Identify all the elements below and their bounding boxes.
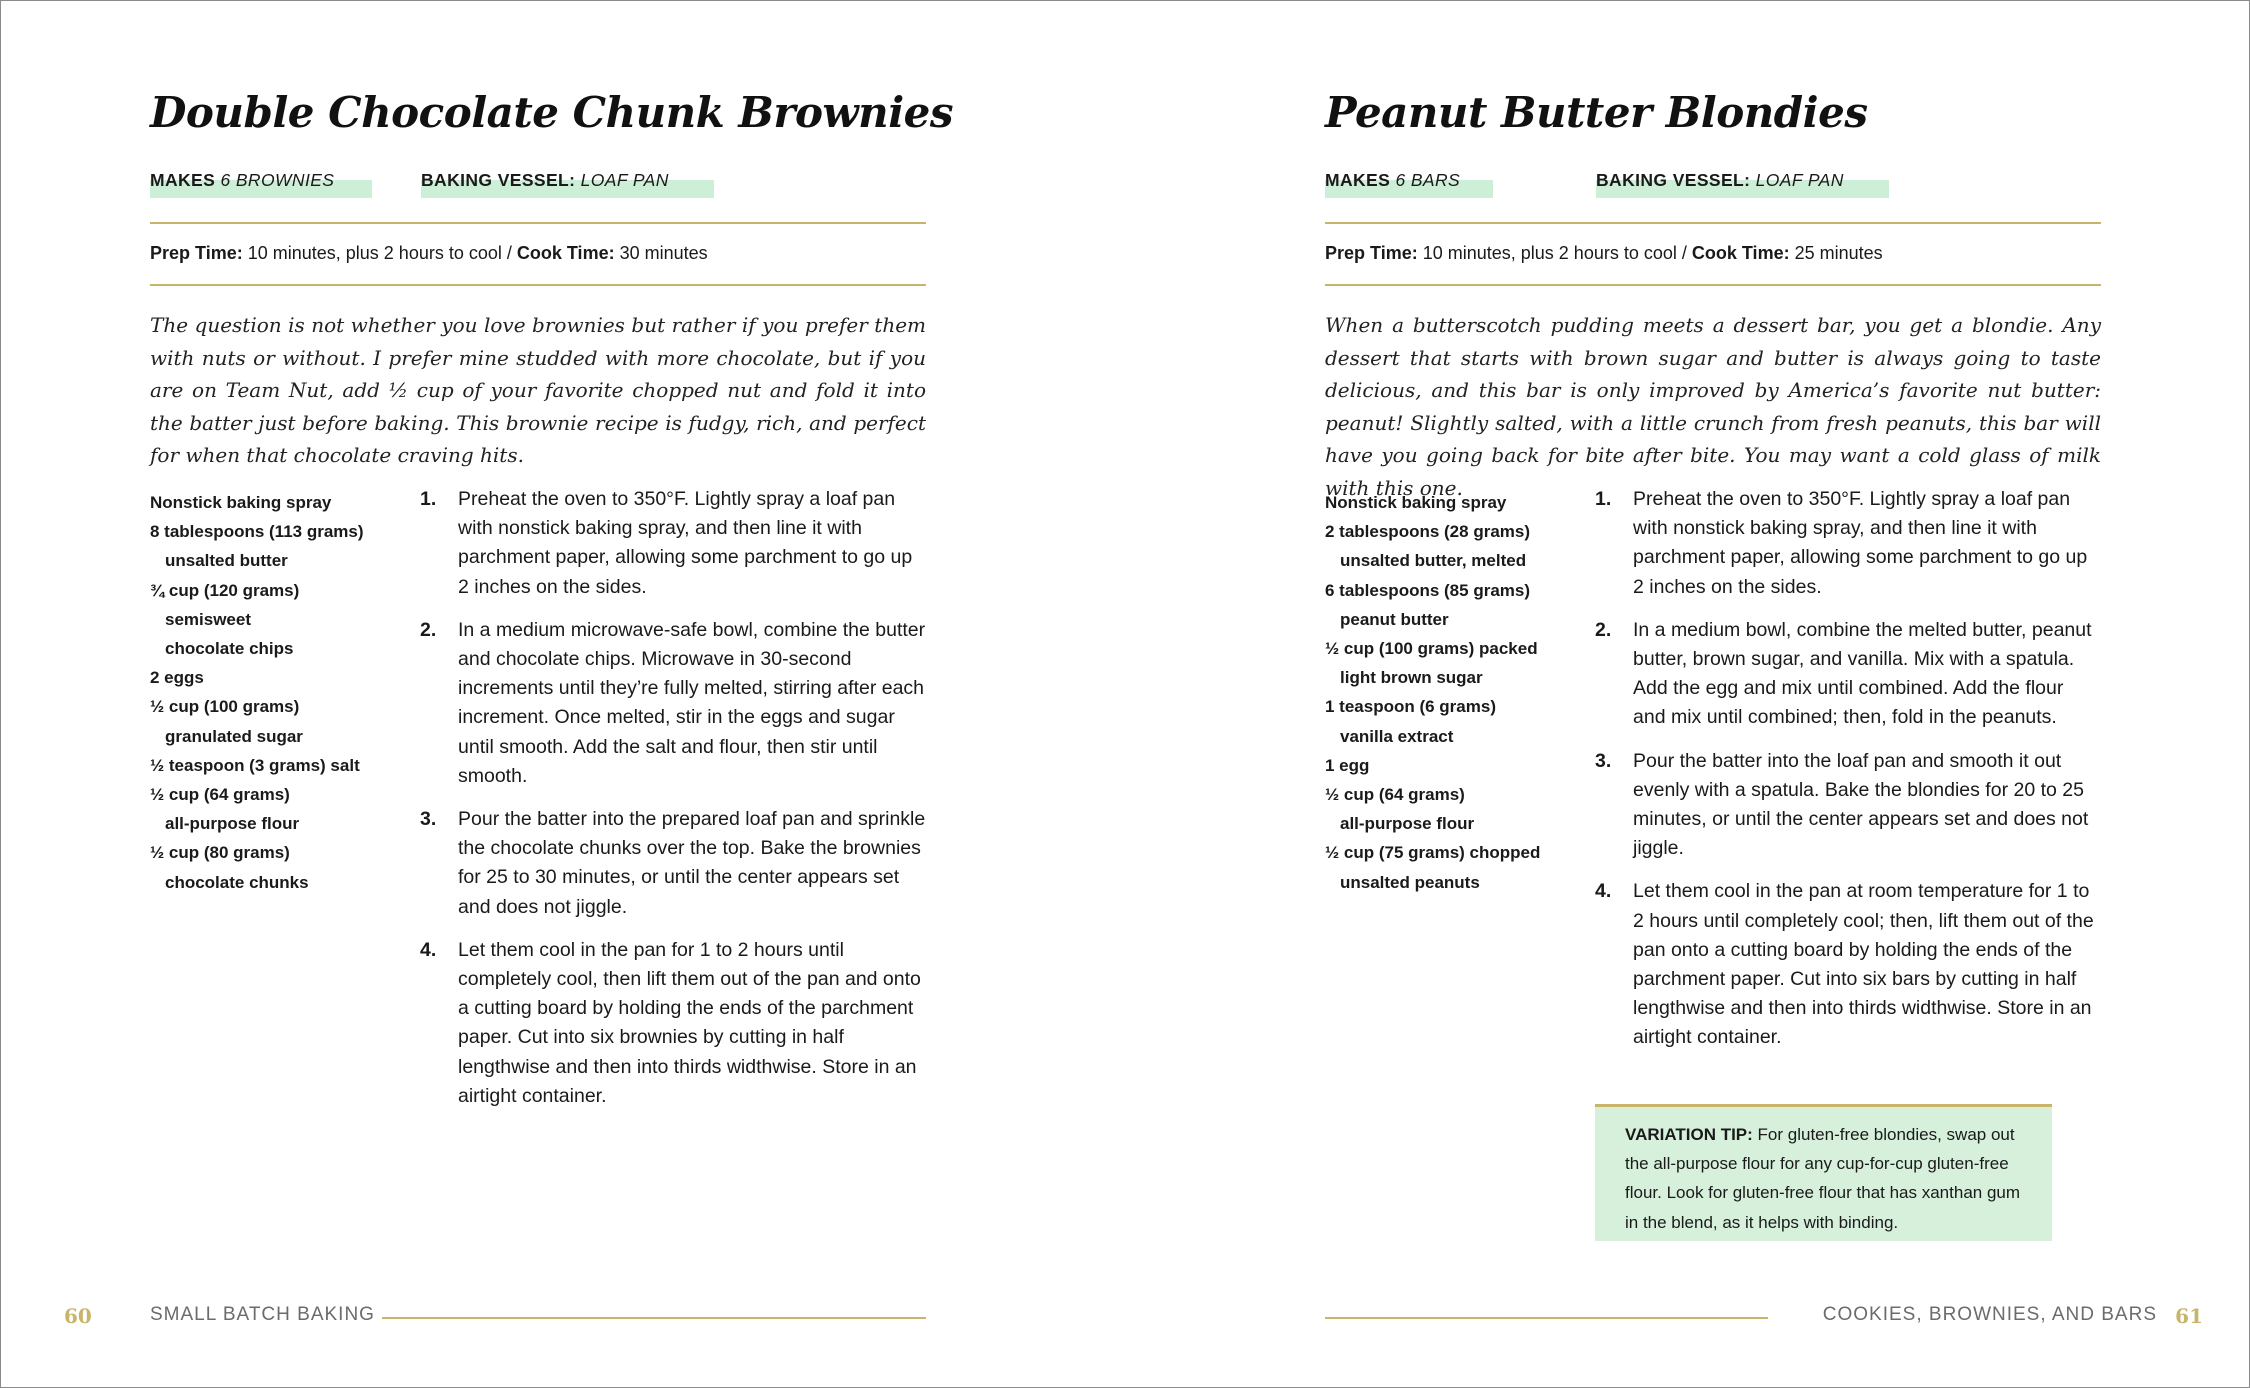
- ingredient-line: unsalted peanuts: [1340, 872, 1480, 892]
- prep-label: Prep Time:: [1325, 243, 1418, 263]
- vessel-label: BAKING VESSEL:: [421, 170, 576, 190]
- instruction-step: [420, 805, 926, 922]
- ingredient-list: [150, 488, 390, 897]
- step-text: In a medium microwave-safe bowl, combine the butter and chocolate chips. Microwave in 30-second increments until they’re fully melted, stirring after each increment. Once melted, stir in the eggs and sugar until smooth. Add the salt and flour, then stir until smooth.: [458, 618, 926, 787]
- recipe-title: Peanut Butter Blondies: [1325, 88, 1868, 137]
- step-number: 1.: [420, 488, 437, 510]
- instruction-step: [420, 616, 926, 791]
- ingredient-line: chocolate chunks: [165, 872, 309, 892]
- ingredient-line: unsalted butter: [165, 551, 288, 571]
- step-number: 3.: [1595, 749, 1612, 772]
- ingredient-line: 1 egg: [1325, 755, 1370, 775]
- tip-label: VARIATION TIP:: [1625, 1125, 1753, 1144]
- ingredient-line: Nonstick baking spray: [150, 493, 332, 512]
- prep-value: 10 minutes, plus 2 hours to cool /: [1422, 243, 1687, 263]
- instruction-step: [1595, 616, 2101, 733]
- step-number: 1.: [1595, 488, 1612, 510]
- cook-value: 30 minutes: [619, 243, 708, 263]
- step-text: Preheat the oven to 350°F. Lightly spray a loaf pan with nonstick baking spray, and then line it with parchment paper, allowing some parchment to go up 2 inches on the sides.: [458, 488, 913, 598]
- instruction-list: [1595, 485, 2101, 1067]
- recipe-intro: The question is not whether you love brownies but rather if you prefer them with nuts or without. I prefer mine studded with more chocolate, but if you are on Team Nut, add ½ cup of your favorite chopped nut and fold it into the batter just before baking. This brownie recipe is fudgy, rich, and perfect for when that chocolate craving hits.: [150, 313, 926, 467]
- top-divider: [150, 222, 926, 224]
- cook-label: Cook Time:: [1691, 243, 1790, 263]
- ingredient-line: 6 tablespoons (85 grams): [1325, 580, 1531, 600]
- ingredient-line: ½ cup (75 grams) chopped: [1325, 843, 1541, 863]
- ingredient-line: 2 tablespoons (28 grams): [1325, 522, 1531, 542]
- ingredient-line: vanilla extract: [1340, 726, 1454, 746]
- ingredient-line: semisweet: [165, 609, 251, 629]
- instruction-step: [1595, 747, 2101, 864]
- makes-info: [1325, 170, 1460, 191]
- ingredient-line: granulated sugar: [165, 726, 303, 746]
- running-head: SMALL BATCH BAKING: [150, 1304, 375, 1325]
- vessel-value: LOAF PAN: [580, 170, 669, 190]
- page-number: 60: [64, 1304, 92, 1328]
- ingredient-line: 2 eggs: [150, 668, 204, 688]
- footer-rule: [382, 1317, 926, 1319]
- prep-label: Prep Time:: [150, 243, 243, 263]
- instruction-step: [1595, 485, 2101, 602]
- right-page: [1125, 0, 2250, 1388]
- step-number: 2.: [1595, 618, 1612, 641]
- step-number: 2.: [420, 618, 437, 641]
- ingredient-line: all-purpose flour: [1340, 814, 1475, 834]
- instruction-step: [420, 936, 926, 1111]
- cook-label: Cook Time:: [516, 243, 615, 263]
- recipe-title: Double Chocolate Chunk Brownies: [150, 88, 954, 137]
- ingredient-line: 8 tablespoons (113 grams): [150, 522, 364, 542]
- step-text: In a medium bowl, combine the melted butter, peanut butter, brown sugar, and vanilla. Mix with a spatula. Add the egg and mix until combined. Add the flour and mix until combined; then, fold in the peanuts.: [1633, 618, 2092, 729]
- instruction-list: [420, 485, 926, 1125]
- ingredient-line: ½ cup (64 grams): [150, 785, 290, 805]
- time-info: [1325, 243, 1883, 264]
- ingredient-line: light brown sugar: [1340, 668, 1483, 688]
- makes-info: [150, 170, 334, 191]
- vessel-info: [1596, 170, 1844, 191]
- ingredient-line: ½ cup (64 grams): [1325, 785, 1465, 805]
- step-number: 4.: [1595, 880, 1612, 903]
- vessel-label: BAKING VESSEL:: [1596, 170, 1751, 190]
- ingredient-list: [1325, 488, 1565, 897]
- ingredient-line: ¾ cup (120 grams): [150, 580, 300, 600]
- step-number: 3.: [420, 808, 437, 831]
- top-divider: [1325, 222, 2101, 224]
- step-text: Pour the batter into the prepared loaf pan and sprinkle the chocolate chunks over the top. Bake the brownies for 25 to 30 minutes, or until the center appears set and does not jiggle.: [458, 808, 926, 918]
- ingredient-line: Nonstick baking spray: [1325, 493, 1507, 512]
- makes-label: MAKES: [1325, 170, 1391, 190]
- ingredient-line: ½ cup (80 grams): [150, 843, 290, 863]
- step-text: Let them cool in the pan for 1 to 2 hours until completely cool, then lift them out of the pan and onto a cutting board by holding the ends of the parchment paper. Cut into six brownies by cutting in half lengthwise and then into thirds widthwise. Store in an airtight container.: [458, 938, 921, 1107]
- footer-rule: [1325, 1317, 1768, 1319]
- step-text: Preheat the oven to 350°F. Lightly spray a loaf pan with nonstick baking spray, and then line it with parchment paper, allowing some parchment to go up 2 inches on the sides.: [1633, 488, 2088, 598]
- running-head: COOKIES, BROWNIES, AND BARS: [1822, 1304, 2157, 1325]
- ingredient-line: chocolate chips: [165, 639, 294, 659]
- step-text: Let them cool in the pan at room temperature for 1 to 2 hours until completely cool; then, lift them out of the pan onto a cutting board by holding the ends of the parchment paper. Cut into six bars by cutting in half lengthwise and then into thirds widthwise. Store in an airtight container.: [1633, 880, 2094, 1049]
- variation-tip-box: [1595, 1104, 2052, 1241]
- recipe-intro: When a butterscotch pudding meets a dessert bar, you get a blondie. Any dessert that starts with brown sugar and butter is always going to taste delicious, and this bar is only improved by America’s favorite nut butter: peanut! Slightly salted, with a little crunch from fresh peanuts, this bar will have you going back for bite after bite. You may want a cold glass of milk with this one.: [1325, 313, 2101, 500]
- makes-label: MAKES: [150, 170, 216, 190]
- bottom-divider: [150, 284, 926, 286]
- makes-value: 6 BROWNIES: [220, 170, 335, 190]
- step-text: Pour the batter into the loaf pan and smooth it out evenly with a spatula. Bake the blondies for 20 to 25 minutes, or until the center appears set and does not jiggle.: [1633, 749, 2089, 860]
- makes-value: 6 BARS: [1395, 170, 1461, 190]
- tip-text: For gluten-free blondies, swap out the all-purpose flour for any cup-for-cup gluten-free flour. Look for gluten-free flour that has xanthan gum in the blend, as it helps with binding.: [1625, 1125, 2021, 1232]
- bottom-divider: [1325, 284, 2101, 286]
- ingredient-line: peanut butter: [1340, 609, 1449, 629]
- ingredient-line: unsalted butter, melted: [1340, 551, 1527, 571]
- ingredient-line: 1 teaspoon (6 grams): [1325, 697, 1496, 717]
- vessel-info: [421, 170, 669, 191]
- page-number: 61: [2175, 1304, 2203, 1328]
- ingredient-line: ½ cup (100 grams) packed: [1325, 639, 1538, 659]
- ingredient-line: ½ cup (100 grams): [150, 697, 300, 717]
- time-info: [150, 243, 708, 264]
- cook-value: 25 minutes: [1794, 243, 1883, 263]
- instruction-step: [420, 485, 926, 602]
- ingredient-line: ½ teaspoon (3 grams) salt: [150, 755, 360, 775]
- vessel-value: LOAF PAN: [1755, 170, 1844, 190]
- ingredient-line: all-purpose flour: [165, 814, 300, 834]
- instruction-step: [1595, 877, 2101, 1052]
- step-number: 4.: [420, 938, 437, 961]
- prep-value: 10 minutes, plus 2 hours to cool /: [247, 243, 512, 263]
